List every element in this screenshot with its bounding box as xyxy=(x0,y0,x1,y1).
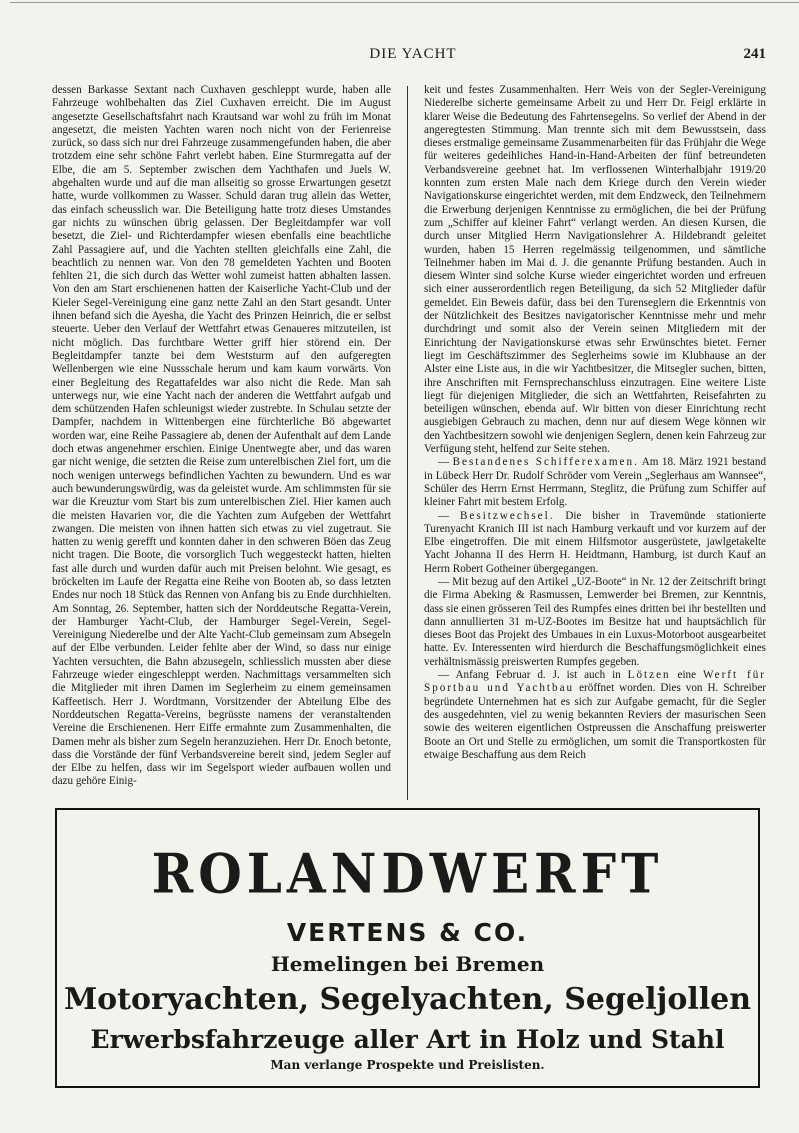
right-column xyxy=(424,84,766,798)
emphasis-text: Werft für Sportbau und Yachtbau xyxy=(424,669,766,695)
news-heading: Bestandenes Schifferexamen. xyxy=(452,456,639,469)
journal-title: DIE YACHT xyxy=(369,46,457,62)
dash: — xyxy=(438,456,453,469)
news-text: — Anfang Februar d. J. ist auch in xyxy=(438,669,628,682)
ad-products-secondary: Erwerbsfahrzeuge aller Art in Holz und Stahl xyxy=(90,1025,725,1054)
news-text: eine xyxy=(670,669,703,682)
place-name: Lötzen xyxy=(627,669,671,682)
top-rule xyxy=(10,2,799,3)
news-item-uz-boote: — Mit bezug auf den Artikel „UZ-Boote“ in Nr. 12 der Zeitschrift bringt die Firma Abeking & Rasmussen, Lemwerder bei Bremen, zur Kenntnis, dass sie einen grösseren Teil des Rumpfes eines dritten bei ihr bestellten und dann annullierten 31 m-UZ-Bootes im Besitze hat und hauptsächlich für dieses Boot das Projekt des Umbaues in ein Luxus-Motorboot ausgearbeitet hatte. Ev. Interessenten wird hierdurch die Beschaffungsmöglichkeit eines verhältnismässig preiswerten Rumpfes gegeben. xyxy=(424,575,766,668)
ad-location: Hemelingen bei Bremen xyxy=(270,952,545,976)
news-item-schifferexamen xyxy=(424,456,766,509)
page-number: 241 xyxy=(743,46,766,62)
column-divider xyxy=(407,86,408,800)
ad-note: Man verlange Prospekte und Preislisten. xyxy=(270,1058,545,1072)
left-column xyxy=(52,84,391,798)
page-header xyxy=(60,46,766,66)
ad-products: Motoryachten, Segelyachten, Segeljollen xyxy=(63,982,752,1017)
news-item-werft-loetzen xyxy=(424,669,766,762)
advertisement-box xyxy=(55,808,760,1088)
news-item-besitzwechsel xyxy=(424,510,766,576)
article-paragraph: keit und festes Zusammenhalten. Herr Weis von der Segler-Vereinigung Niederelbe sicherte gemeinsame Arbeit zu und Herr Dr. Feigl erklärte in klarer Weise die Bedeutung des Fahrtensegelns. So verlief der Abend in der angeregtesten Stimmung. Man trennte sich mit dem Bewusstsein, dass dieses erstmalige gemeinsame Zusammenarbeiten für das Frühjahr die Wege für weiteres gedeihliches Hand-in-Hand-Arbeiten der fünf betreundeten Verbandsvereine geebnet hat. Im verflossenen Winterhalbjahr 1919/20 konnten zum ersten Male nach dem Kriege durch den Verein wieder Navigationskurse eingerichtet werden, mit dem Endzweck, den Teilnehmern die Erwerbung derjenigen Kenntnisse zu ermöglichen, die bei der Prüfung zum „Schiffer auf kleiner Fahrt“ verlangt werden. An diesen Kursen, die durch unser Mitglied Herrn Navigationslehrer A. Hildebrandt geleitet wurden, haben 15 Herren regelmässig teilgenommen, und sämtliche Teilnehmer haben im Mai d. J. die genannte Prüfung bestanden. Auch in diesem Winter sind solche Kurse wieder eingerichtet worden und erfreuen sich einer ausserordentlich regen Beteiligung, da sich 52 Mitglieder dafür gemeldet. Ein Beweis dafür, dass bei den Turenseglern die Erkenntnis von der Nützlichkeit des Besitzes navigatorischer Kenntnisse mehr und mehr durchdringt und somit also der Verein seinen Mitgliedern mit der Einrichtung der Navigationskurse etwas sehr Erwünschtes bietet. Ferner liegt im Geschäftszimmer des Seglerheims sowie im Klubhause an der Alster eine Liste aus, in die wir Yachtbesitzer, die Mitsegler suchen, bitten, ihre Anschriften mit Fernsprechanschluss einzutragen. Eine weitere Liste liegt für diejenigen Mitglieder, die sich an Wettfahrten, Reisefahrten zu beteiligen wünschen, ebenda auf. Wir bitten von dieser Einrichtung recht ausgiebigen Gebrauch zu machen, denn nur auf diesem Wege können wir den Yachtbesitzern sowohl wie denjenigen Seglern, denen kein Fahrzeug zur Verfügung steht, helfend zur Seite stehen. xyxy=(424,84,766,456)
news-text: eröffnet worden. Dies von H. Schreiber begründete Unternehmen hat es sich zur Aufgabe gemacht, für die Segler des ausgedehnten, viel zu wenig bekannten Reviers der masurischen Seen sowie des weiteren eigentlichen Ostpreussen die Anschaffung preiswerter Boote an Ort und Stelle zu ermöglichen, um somit die Transportkosten für etwaige Beschaffung aus dem Reich xyxy=(424,682,766,761)
ad-owner: VERTENS & CO. xyxy=(286,918,529,947)
ad-company-name: ROLANDWERFT xyxy=(151,841,664,906)
article-paragraph: dessen Barkasse Sextant nach Cuxhaven geschleppt wurde, haben alle Fahrzeuge wohlbehalten das Ziel Cuxhaven erreicht. Die im August angesetzte Gesellschaftsfahrt nach Krautsand war wohl zu früh im Monat angesetzt, die meisten Yachten waren noch nicht von der Ferienreise zurück, so dass sich nur drei Fahrzeuge zusammengefunden haben, die aber trotzdem eine sehr schöne Fahrt verlebt haben. Eine Sturmregatta auf der Elbe, die am 5. September zwischen dem Yachthafen und Juels W. abgehalten wurde und auf die man allseitig so grosse Erwartungen gesetzt hatte, wurde vollkommen zu Wasser. Schuld daran trug allein das Wetter, das einfach scheusslich war. Die Beteiligung hatte trotz dieses Umstandes gar nichts zu wünschen übrig gelassen. Der Begleitdampfer war voll besetzt, die Ziel- und Richterdampfer wiesen ebenfalls eine beachtliche Zahl Passagiere auf, und die Yachten stellten gleichfalls eine Zahl, die beachtlich zu nennen war. Von den 78 gemeldeten Yachten und Booten fehlten 21, die sich durch das Wetter wohl zumeist hatten abhalten lassen. Von den am Start erschienenen hatten der Kaiserliche Yacht-Club und der Kieler Segel-Vereinigung eine ganz nette Zahl an den Start gesandt. Unter ihnen befand sich die Ayesha, die Yacht des Prinzen Heinrich, die er selbst steuerte. Ueber den Verlauf der Wettfahrt etwas Genaueres mitzuteilen, ist nicht möglich. Das furchtbare Wetter griff hier störend ein. Der Begleitdampfer tanzte bei dem Weststurm auf den aufgeregten Wellenbergen wie eine Nussschale herum und kam kaum vorwärts. Von einer Begleitung des Regattafeldes war also nicht die Rede. Man sah unterwegs nur, wie eine Yacht nach der anderen die Wettfahrt aufgab und dem schützenden Hafen schleunigst wieder zustrebte. In Schulau setzte der Dampfer, nachdem in Wittenbergen eine fürchterliche Bö abgewartet worden war, eine Reihe Passagiere ab, denen der Aufenthalt auf dem Lande doch etwas angenehmer erschien. Einige Unentwegte aber, und das waren gar nicht wenige, die setzten die Reise zum unterelbischen Ziel fort, um die noch wenigen unterwegs befindlichen Yachten zu bewundern. Und es war auch bewunderungswürdig, was da geleistet wurde. Am schlimmsten für sie war die Kreuztur vom Start bis zum unterelbischen Ziel. Hier kamen auch die meisten Havarien vor, die die Yachten zum Aufgeben der Wettfahrt zwangen. Die meisten von ihnen hatten sich etwas zu viel zugetraut. Sie hatten zu wenig gerefft und konnten daher in den schweren Böen das Zeug nicht tragen. Die Boote, die vorsorglich Tuch weggesteckt hatten, hielten fast alle durch und wurden dafür auch mit Preisen belohnt. Wie gesagt, es bröckelten im Laufe der Regatta eine Reihe von Booten ab, so dass letzten Endes nur noch 18 Stück das Rennen von Anfang bis zu Ende durchhielten. Am Sonntag, 26. September, hatten sich der Norddeutsche Regatta-Verein, der Hamburger Yacht-Club, der Hamburger Segel-Verein, Segel-Vereinigung Niederelbe und der Alte Yacht-Club gemeinsam zum Absegeln auf der Elbe verbunden. Leider fehlte aber der Wind, so dass nur einige Yachten versuchten, die Bahn abzusegeln, schliesslich mussten aber diese Fahrzeuge wieder eingeschleppt werden. Nachmittags versammelten sich die Mitglieder mit ihren Damen im Seglerheim zu einem gemeinsamen Kaffeetisch. Herr J. Wordtmann, Vorsitzender der Abteilung Elbe des Norddeutschen Regatta-Vereins, begrüsste namens der veranstaltenden Vereine die Erschienenen. Herr Eiffe ermahnte zum Zusammenhalten, die Damen mehr als bisher zum Segeln heranzuziehen. Herr Dr. Enoch betonte, dass die Vorstände der fünf Verbandsvereine bereit sind, jedem Segler auf der Elbe zu helfen, dass wir im Segelsport wieder aufbauen wollen und dazu gehöre Einig- xyxy=(52,84,391,788)
news-body: Die bisher in Travemünde stationierte Turenyacht Kranich III ist nach Hamburg verkauft und vor kurzem auf der Elbe eingetroffen. Die mit einem Hilfsmotor ausgerüstete, jawlgetakelte Yacht Johanna II des Herrn H. Heidtmann, Hamburg, ist durch Kauf an Herrn Robert Gotheiner übergegangen. xyxy=(424,509,766,575)
dash: — xyxy=(438,509,460,522)
news-heading: Besitzwechsel. xyxy=(460,509,555,522)
news-body: Am 18. März 1921 bestand in Lübeck Herr Dr. Rudolf Schröder vom Verein „Seglerhaus am Wannsee“, Schüler des Herrn Ernst Herrmann, Steglitz, die Prüfung zum Schiffer auf kleiner Fahrt mit bestem Erfolg. xyxy=(424,456,766,509)
